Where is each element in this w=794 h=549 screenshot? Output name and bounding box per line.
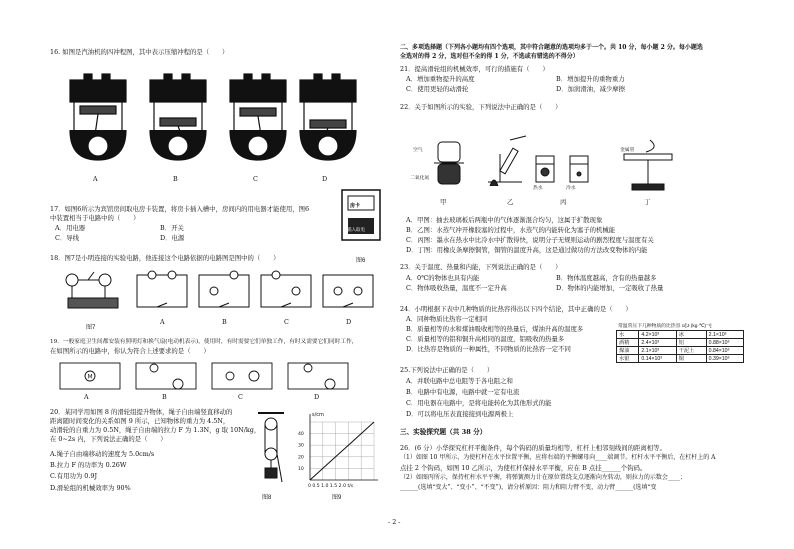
- q17-opt-d: D．电源: [160, 234, 185, 242]
- y-tick-label: 30: [298, 443, 304, 449]
- q19-stem-2: 在如图所示的电路中，你认为符合上述要求的是（ ）: [50, 347, 210, 355]
- q26-line-2: （1）如图 10 甲所示，为使杠杆在水平位置平衡，应将右端的平衡螺母向____端调节。杠杆水平平衡后，在杠杆上的 A: [400, 454, 716, 461]
- q18-label-a: A: [160, 318, 165, 326]
- q16-label-b: B: [173, 175, 178, 183]
- pulley-figure: [258, 410, 284, 488]
- q20-line-1: 20．某同学用如图 8 的滑轮组提升物体，绳子自由端竖直移动的: [50, 408, 233, 416]
- heat-capacity-table-title: 常温常压下几种物质的比热容 c/[J·(kg·℃)⁻¹]: [618, 324, 712, 329]
- q17-opt-a: A．用电器: [55, 224, 86, 232]
- q21-stem: 21．提高滑轮组的机械效率，可行的措施有（ ）: [400, 65, 549, 73]
- keycard-figure: [340, 188, 382, 244]
- section2-head-2: 全选对的得 2 分，选对但不全的得 1 分，不选或有错选的不得分）: [400, 53, 579, 60]
- q20-opt-d: D.滑轮组的机械效率为 90%: [50, 484, 131, 492]
- q24-opt-a: A．同种物质比热容一定相同: [406, 315, 488, 323]
- q18-label-d: D: [346, 318, 352, 326]
- q17-stem-1: 17．如图6所示为宾馆房间取电房卡装置，将房卡插入槽中，房间内的用电器才能使用，图6: [50, 205, 310, 213]
- q22-label-yi: 乙: [507, 198, 514, 206]
- q25-stem: 25.下列说法中正确的是（ ）: [400, 366, 494, 374]
- table-row: 煤油 2.1×10³ 干泥土 0.84×10³: [617, 347, 744, 355]
- q16-label-c: C: [253, 175, 258, 183]
- q24-stem: 24．小明根据下表中几种物质的比热容得出以下四个结论，其中正确的是（ ）: [400, 305, 632, 313]
- q24-opt-b: B．质量相等的水和煤油吸收相等的热量后，煤油升高的温度多: [406, 325, 584, 333]
- section3-head: 三、实验探究题（共 38 分）: [400, 428, 487, 436]
- q18-stem: 18．图7是小明连接的实验电路，他连接这个电路依据的电路图是图中的（ ）: [50, 254, 280, 262]
- q16-label-d: D: [322, 175, 328, 183]
- q18-label-b: B: [222, 318, 227, 326]
- q22-opt-a: A．甲图：抽去玻璃板后两瓶中的气体逐渐混合均匀，这属于扩散现象: [406, 216, 603, 224]
- q25-opt-a: A．并联电路中总电阻等于各电阻之和: [406, 377, 513, 385]
- q22-label-bing: 丙: [560, 198, 567, 206]
- x-tick-labels: 0 0.5 1.0 1.5 2.0 t/s: [308, 484, 354, 489]
- q16-label-a: A: [93, 175, 98, 183]
- distance-time-graph: [296, 410, 380, 492]
- q20-opt-c: C.有用功为 0.9J: [50, 472, 98, 480]
- engine-d: [300, 74, 356, 160]
- q20-line-3: 动滑轮的自重力为 0.5N，绳子自由端的拉力 F 为 1.3N，g 取 10N/kg，: [50, 426, 261, 434]
- physical-circuit-fig7: [60, 268, 130, 318]
- q19-label-d: D: [314, 393, 320, 401]
- q19-circuits: [58, 360, 358, 392]
- q20-line-2: 距离随时间变化的关系如图 9 所示，已知物体的重力为 4.5N，: [50, 417, 230, 425]
- q16-stem: 16. 如图是汽油机的四冲程图，其中表示压缩冲程的是（ ）: [50, 48, 229, 56]
- engine-c: [230, 74, 286, 160]
- table-row: 水 4.2×10³ 冰 2.1×10³: [617, 331, 744, 339]
- series-line: [310, 422, 374, 480]
- q17-stem-2: 中装置相当于电路中的（ ）: [50, 214, 140, 222]
- q21-opt-c: C．使用更轻的动滑轮: [406, 85, 469, 93]
- q23-opt-a: A．0℃的物体也具有内能: [406, 274, 480, 282]
- heat-capacity-table: [616, 330, 744, 363]
- q26-line-3: 点挂 2 个钩码，如图 10 乙所示，为使杠杆保持水平平衡，应在 B 点挂______个钩码。: [400, 464, 647, 472]
- table-row: 酒精 2.4×10³ 铝 0.88×10³: [617, 339, 744, 347]
- table-row: 水银 0.14×10³ 铜 0.39×10³: [617, 355, 744, 363]
- q25-opt-c: C．用电器在电路中，是将电能转化为其他形式的能: [406, 399, 552, 407]
- y-tick-label: 10: [298, 466, 304, 472]
- q20-opt-b: B.拉力 F 的功率为 0.26W: [50, 461, 127, 469]
- q21-opt-d: D．加润滑油，减少摩擦: [556, 85, 626, 93]
- y-axis-label: s/cm: [312, 412, 324, 418]
- q22-fig-no2: 二氧化氮: [410, 176, 430, 181]
- q22-label-jia: 甲: [440, 198, 447, 206]
- keycard-label: 房卡: [350, 203, 361, 209]
- q22-label-ding: 丁: [644, 198, 651, 206]
- q23-opt-c: C．物体吸收热量，温度不一定升高: [406, 284, 507, 292]
- q21-opt-a: A．增加重物提升的高度: [406, 75, 475, 83]
- q19-stem-1: 19．一般家庭卫生间都安装有照明灯和换气扇(电动机表示)，使用时，有时需要它们单独工作，有时又需要它们同时工作，: [50, 339, 358, 345]
- q22-stem: 22．关于如图所示的实验，下列说法中正确的是（ ）: [400, 103, 562, 111]
- fig9-caption: 图9: [332, 495, 342, 501]
- q19-label-a: A: [84, 393, 89, 401]
- q20-opt-a: A.绳子自由端移动的速度为 5.0cm/s: [50, 450, 155, 458]
- q21-opt-b: B．增加提升的重物重力: [556, 75, 625, 83]
- q25-opt-d: D．可以将电压表直接接到电源两极上: [406, 410, 514, 418]
- y-tick-label: 40: [298, 432, 304, 438]
- section2-head-1: 二、多项选择题（下列各小题均有四个选项，其中符合题意的选项均多于一个。共 10 分，每小题 2 分。每小题选: [400, 44, 703, 51]
- q23-opt-b: B．物体温度越高，含有的热量越多: [556, 274, 657, 282]
- q22-fig-air: 空气: [413, 148, 423, 153]
- q20-line-4: 在 0~2s 内，下列说法正确的是（ ）: [50, 435, 167, 443]
- q26-line-5: ______(选填“变大”、“变小”、“不变”)，请分析原因：阻力和阻力臂不变，动力臂______(选填“变: [400, 484, 657, 491]
- q22-opt-d: D．丁图：用橡皮条摩擦铜管，铜管的温度升高，这是通过做功的方法改变物体的内能: [406, 246, 648, 254]
- q18-circuits: [135, 270, 375, 315]
- svg-text:M: M: [87, 373, 93, 381]
- q17-opt-b: B．开关: [160, 224, 184, 232]
- fig8-caption: 图8: [262, 495, 272, 501]
- q19-label-b: B: [162, 393, 167, 401]
- q26-line-1: 26．(6 分）小华探究杠杆平衡条件，每个钩码的质量均相等，杠杆上相邻刻线间的距离相等。: [400, 444, 666, 452]
- engine-b: [150, 74, 206, 160]
- q22-fig-hot-water: 热水: [533, 186, 543, 191]
- q23-stem: 23．关于温度、热量和内能，下列说法正确的是（ ）: [400, 263, 562, 271]
- q24-opt-c: C．质量相等的铝和铜升高相同的温度，铝吸收的热量多: [406, 335, 565, 343]
- keycard-slot-label: 插入取电: [347, 227, 365, 232]
- q17-opt-c: C．导线: [55, 234, 80, 242]
- fig6-caption: 图6: [356, 258, 366, 264]
- q22-opt-b: B．乙图：水蒸气冲开橡胶塞的过程中，水蒸气的内能转化为塞子的机械能: [406, 226, 616, 234]
- page-number: - 2 -: [388, 518, 401, 526]
- engine-diagrams: [60, 60, 320, 170]
- engine-a: [70, 74, 126, 160]
- q22-fig-metal-tube: 金属管: [620, 148, 635, 153]
- q18-label-c: C: [284, 318, 289, 326]
- y-tick-label: 20: [298, 455, 304, 461]
- q24-opt-d: D．比热容是物质的一种属性，不同物质的比热容一定不同: [406, 345, 571, 353]
- q22-experiments: [410, 134, 742, 194]
- q26-line-4: （2）如图丙所示，保持杠杆水平平衡，将弹簧测力计在原位置绕支点逐渐向左转动，则拉力的示数会____；: [400, 474, 686, 481]
- q23-opt-d: D．物体的内能增加，一定吸收了热量: [556, 284, 664, 292]
- q22-opt-c: C．丙图：墨水在热水中比冷水中扩散得快，说明分子无规则运动的剧烈程度与温度有关: [406, 236, 654, 244]
- q22-fig-cold-water: 冷水: [566, 186, 576, 191]
- q19-label-c: C: [238, 393, 243, 401]
- fig7-caption: 图7: [86, 325, 96, 331]
- q25-opt-b: B．电路中有电源，电路中就一定有电流: [406, 388, 520, 396]
